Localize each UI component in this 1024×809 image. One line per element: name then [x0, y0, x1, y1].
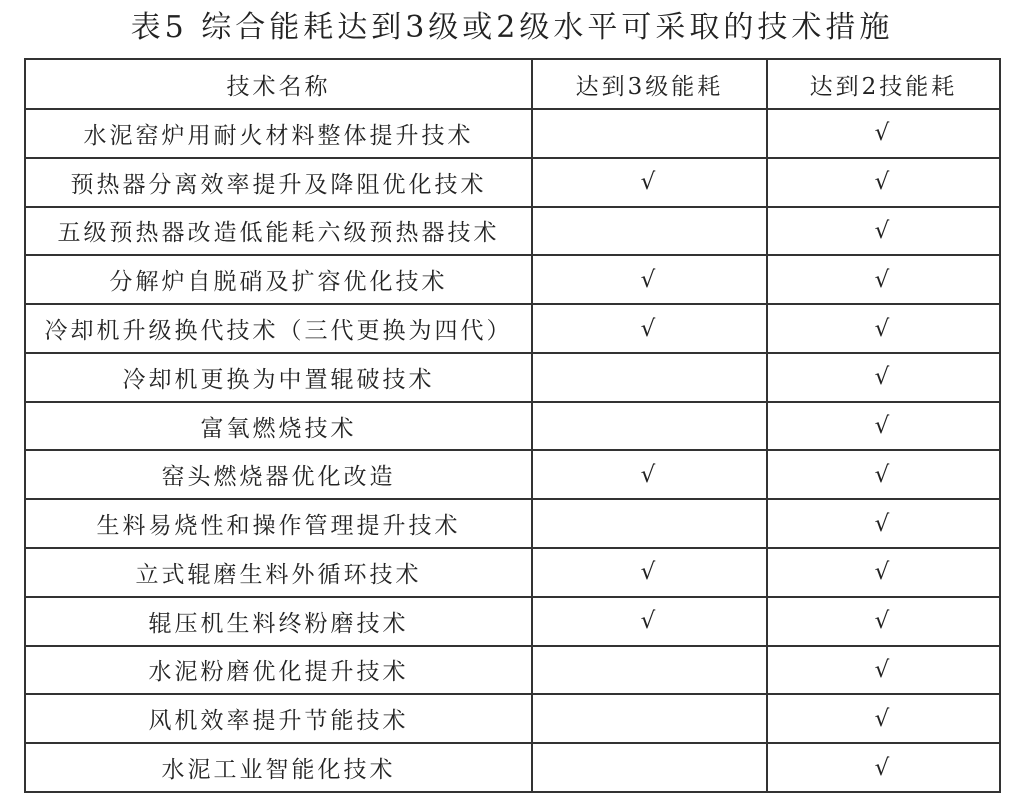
- table-row: [25, 597, 1000, 646]
- level3-check-cell: √: [532, 597, 767, 646]
- level3-check-cell: [532, 499, 767, 548]
- level2-check-cell: √: [767, 207, 1000, 256]
- level3-check-cell: √: [532, 304, 767, 353]
- level3-check-cell: √: [532, 158, 767, 207]
- level3-check-cell: [532, 207, 767, 256]
- technology-name-cell: 预热器分离效率提升及降阻优化技术: [25, 158, 532, 207]
- level2-check-cell: √: [767, 255, 1000, 304]
- table-row: [25, 402, 1000, 451]
- header-level3-energy: 达到3级能耗: [532, 59, 767, 109]
- technology-name-cell: 水泥粉磨优化提升技术: [25, 646, 532, 695]
- technology-name-cell: 冷却机升级换代技术（三代更换为四代）: [25, 304, 532, 353]
- table-row: [25, 304, 1000, 353]
- level2-check-cell: √: [767, 743, 1000, 792]
- table-row: [25, 743, 1000, 792]
- technology-name-cell: 风机效率提升节能技术: [25, 694, 532, 743]
- technology-measures-table: [24, 58, 1001, 793]
- table-row: [25, 450, 1000, 499]
- level3-check-cell: [532, 353, 767, 402]
- table-row: [25, 109, 1000, 158]
- technology-name-cell: 水泥工业智能化技术: [25, 743, 532, 792]
- level2-check-cell: √: [767, 109, 1000, 158]
- level2-check-cell: √: [767, 353, 1000, 402]
- table-row: [25, 646, 1000, 695]
- technology-name-cell: 分解炉自脱硝及扩容优化技术: [25, 255, 532, 304]
- level2-check-cell: √: [767, 646, 1000, 695]
- level2-check-cell: √: [767, 548, 1000, 597]
- level3-check-cell: [532, 109, 767, 158]
- technology-name-cell: 水泥窑炉用耐火材料整体提升技术: [25, 109, 532, 158]
- table-row: [25, 353, 1000, 402]
- technology-name-cell: 生料易烧性和操作管理提升技术: [25, 499, 532, 548]
- level2-check-cell: √: [767, 402, 1000, 451]
- level2-check-cell: √: [767, 158, 1000, 207]
- table-row: [25, 694, 1000, 743]
- level3-check-cell: [532, 694, 767, 743]
- header-row: [25, 59, 1000, 109]
- table-title: 表5 综合能耗达到3级或2级水平可采取的技术措施: [130, 10, 894, 45]
- technology-name-cell: 冷却机更换为中置辊破技术: [25, 353, 532, 402]
- technology-name-cell: 五级预热器改造低能耗六级预热器技术: [25, 207, 532, 256]
- level2-check-cell: √: [767, 694, 1000, 743]
- technology-name-cell: 富氧燃烧技术: [25, 402, 532, 451]
- header-technology-name: 技术名称: [25, 59, 532, 109]
- technology-name-cell: 窑头燃烧器优化改造: [25, 450, 532, 499]
- level3-check-cell: [532, 743, 767, 792]
- table-row: [25, 548, 1000, 597]
- level2-check-cell: √: [767, 499, 1000, 548]
- table-row: [25, 255, 1000, 304]
- level3-check-cell: [532, 402, 767, 451]
- level2-check-cell: √: [767, 597, 1000, 646]
- technology-name-cell: 立式辊磨生料外循环技术: [25, 548, 532, 597]
- level2-check-cell: √: [767, 304, 1000, 353]
- level3-check-cell: [532, 646, 767, 695]
- level2-check-cell: √: [767, 450, 1000, 499]
- level3-check-cell: √: [532, 450, 767, 499]
- level3-check-cell: √: [532, 548, 767, 597]
- technology-name-cell: 辊压机生料终粉磨技术: [25, 597, 532, 646]
- table-row: [25, 207, 1000, 256]
- header-level2-energy: 达到2技能耗: [767, 59, 1000, 109]
- table-row: [25, 158, 1000, 207]
- table-row: [25, 499, 1000, 548]
- level3-check-cell: √: [532, 255, 767, 304]
